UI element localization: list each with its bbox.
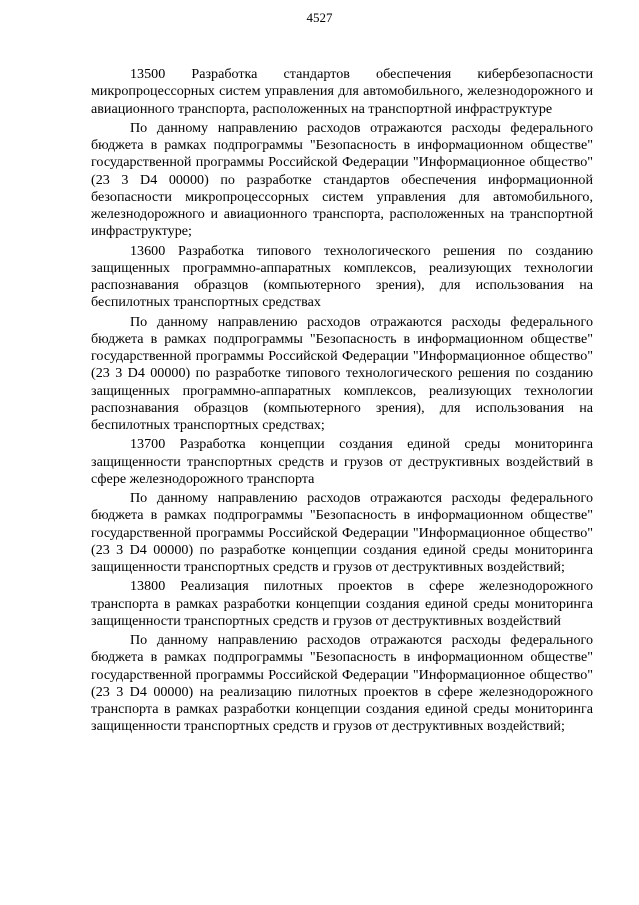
document-body <box>91 66 593 736</box>
item-13500-description: По данному направлению расходов отражаются расходы федерального бюджета в рамках подпрограммы "Безопасность в информационном обществе" государственной программы Российской Федерации "Информационное общество" (23 3 D4 00000) по разработке стандартов обеспечения информационной безопасности микропроцессорных систем управления для автомобильного, железнодорожного и авиационного транспорта, расположенных на транспортной инфраструктуре; <box>91 119 593 240</box>
item-13700-description: По данному направлению расходов отражаются расходы федерального бюджета в рамках подпрограммы "Безопасность в информационном обществе" государственной программы Российской Федерации "Информационное общество" (23 3 D4 00000) по разработке концепции создания единой среды мониторинга защищенности транспортных средств и грузов от деструктивных воздействий; <box>91 490 593 575</box>
item-13700-heading: 13700 Разработка концепции создания единой среды мониторинга защищенности транспортных средств и грузов от деструктивных воздействий в сфере железнодорожного транспорта <box>91 436 593 487</box>
item-13800-description: По данному направлению расходов отражаются расходы федерального бюджета в рамках подпрограммы "Безопасность в информационном обществе" государственной программы Российской Федерации "Информационное общество" (23 3 D4 00000) на реализацию пилотных проектов в сфере железнодорожного транспорта в рамках разработки концепции создания единой среды мониторинга защищенности транспортных средств и грузов от деструктивных воздействий; <box>91 632 593 735</box>
item-13500-heading: 13500 Разработка стандартов обеспечения кибербезопасности микропроцессорных систем управления для автомобильного, железнодорожного и авиационного транспорта, расположенных на транспортной инфраструктуре <box>91 66 593 117</box>
item-13600-description: По данному направлению расходов отражаются расходы федерального бюджета в рамках подпрограммы "Безопасность в информационном обществе" государственной программы Российской Федерации "Информационное общество" (23 3 D4 00000) по разработке типового технологического решения по созданию защищенных программно-аппаратных комплексов, реализующих технологии распознавания образцов (компьютерного зрения), для использования на беспилотных транспортных средствах; <box>91 313 593 433</box>
item-13600-heading: 13600 Разработка типового технологического решения по созданию защищенных программно-аппаратных комплексов, реализующих технологии распознавания образцов (компьютерного зрения), для использования на беспилотных транспортных средствах <box>91 242 593 311</box>
page-number: 4527 <box>306 10 333 25</box>
item-13800-heading: 13800 Реализация пилотных проектов в сфере железнодорожного транспорта в рамках разработки концепции создания единой среды мониторинга защищенности транспортных средств и грузов от деструктивных воздействий <box>91 578 593 629</box>
